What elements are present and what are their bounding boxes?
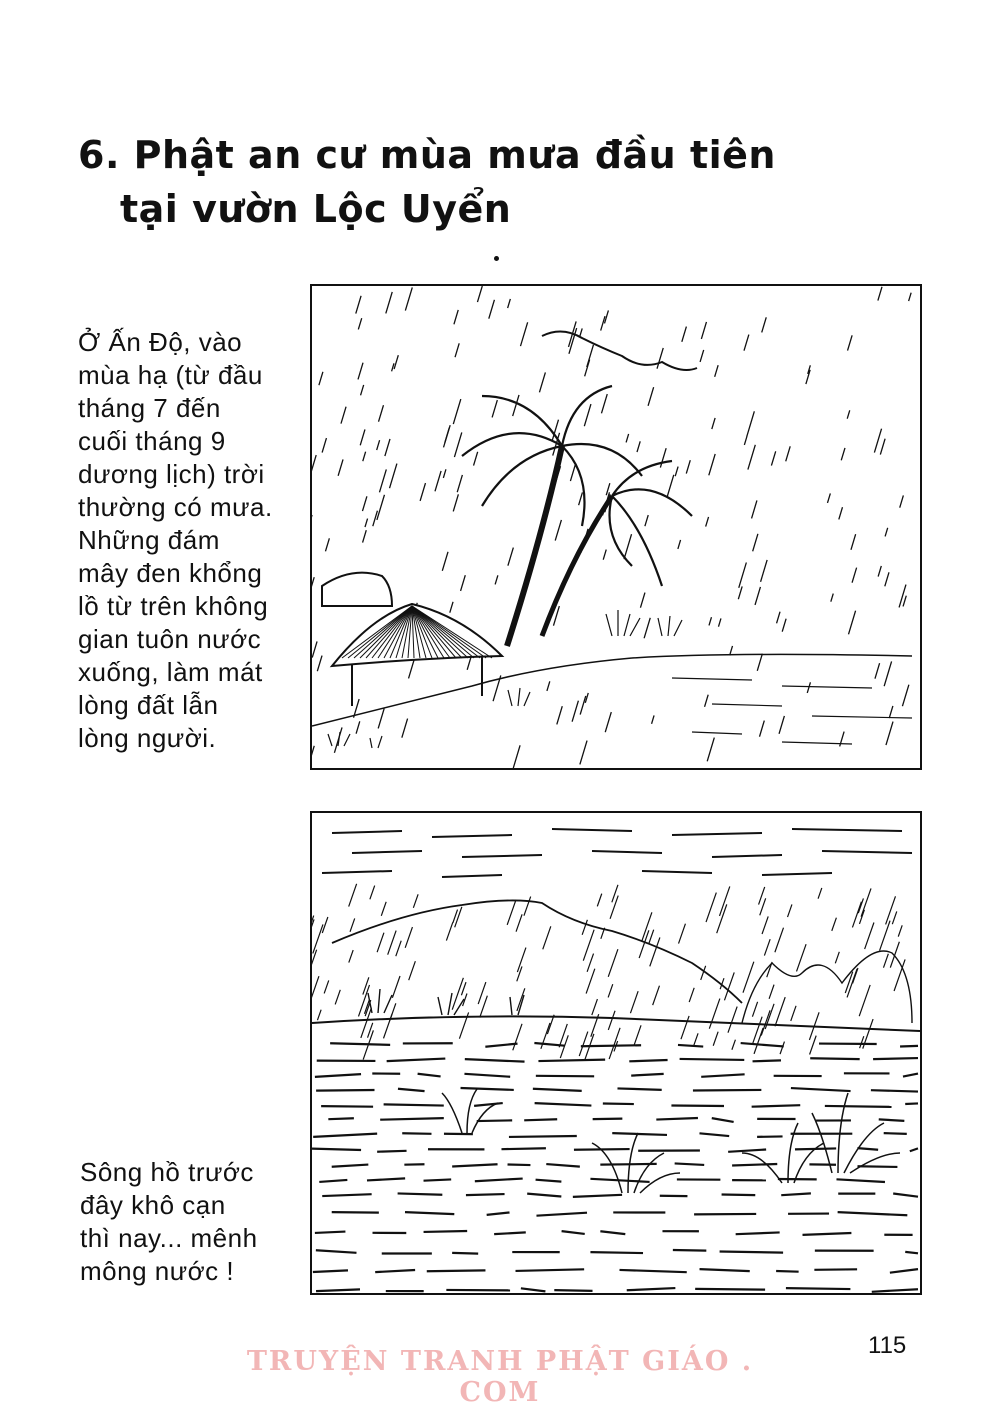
caption-line: đây khô cạn [80,1189,300,1222]
caption-rainy-season [78,326,308,755]
caption-line: lồ từ trên không [78,590,308,623]
caption-line: lòng đất lẫn [78,689,308,722]
flooded-river-drawing [312,813,920,1293]
decorative-dot [494,256,499,261]
caption-line: dương lịch) trời [78,458,308,491]
caption-flooded-rivers [80,1156,300,1288]
caption-line: thì nay... mênh [80,1222,300,1255]
caption-line: Sông hồ trước [80,1156,300,1189]
caption-line: cuối tháng 9 [78,425,308,458]
page-title-line-2: tại vườn Lộc Uyển [78,182,778,236]
caption-line: tháng 7 đến [78,392,308,425]
page-title-line-1: 6. Phật an cư mùa mưa đầu tiên [78,133,776,177]
caption-line: Ở Ấn Độ, vào [78,326,308,359]
rain-palms-drawing [312,286,920,768]
caption-line: lòng người. [78,722,308,755]
illustration-flooded-river [310,811,922,1295]
caption-line: mùa hạ (từ đầu [78,359,308,392]
caption-line: mông nước ! [80,1255,300,1288]
caption-line: Những đám [78,524,308,557]
watermark: TRUYỆN TRANH PHẬT GIÁO . COM [240,1346,760,1408]
caption-line: thường có mưa. [78,491,308,524]
illustration-rain-palms [310,284,922,770]
caption-line: mây đen khổng [78,557,308,590]
page-number: 115 [868,1332,906,1360]
caption-line: xuống, làm mát [78,656,308,689]
caption-line: gian tuôn nước [78,623,308,656]
page-title [78,128,778,236]
